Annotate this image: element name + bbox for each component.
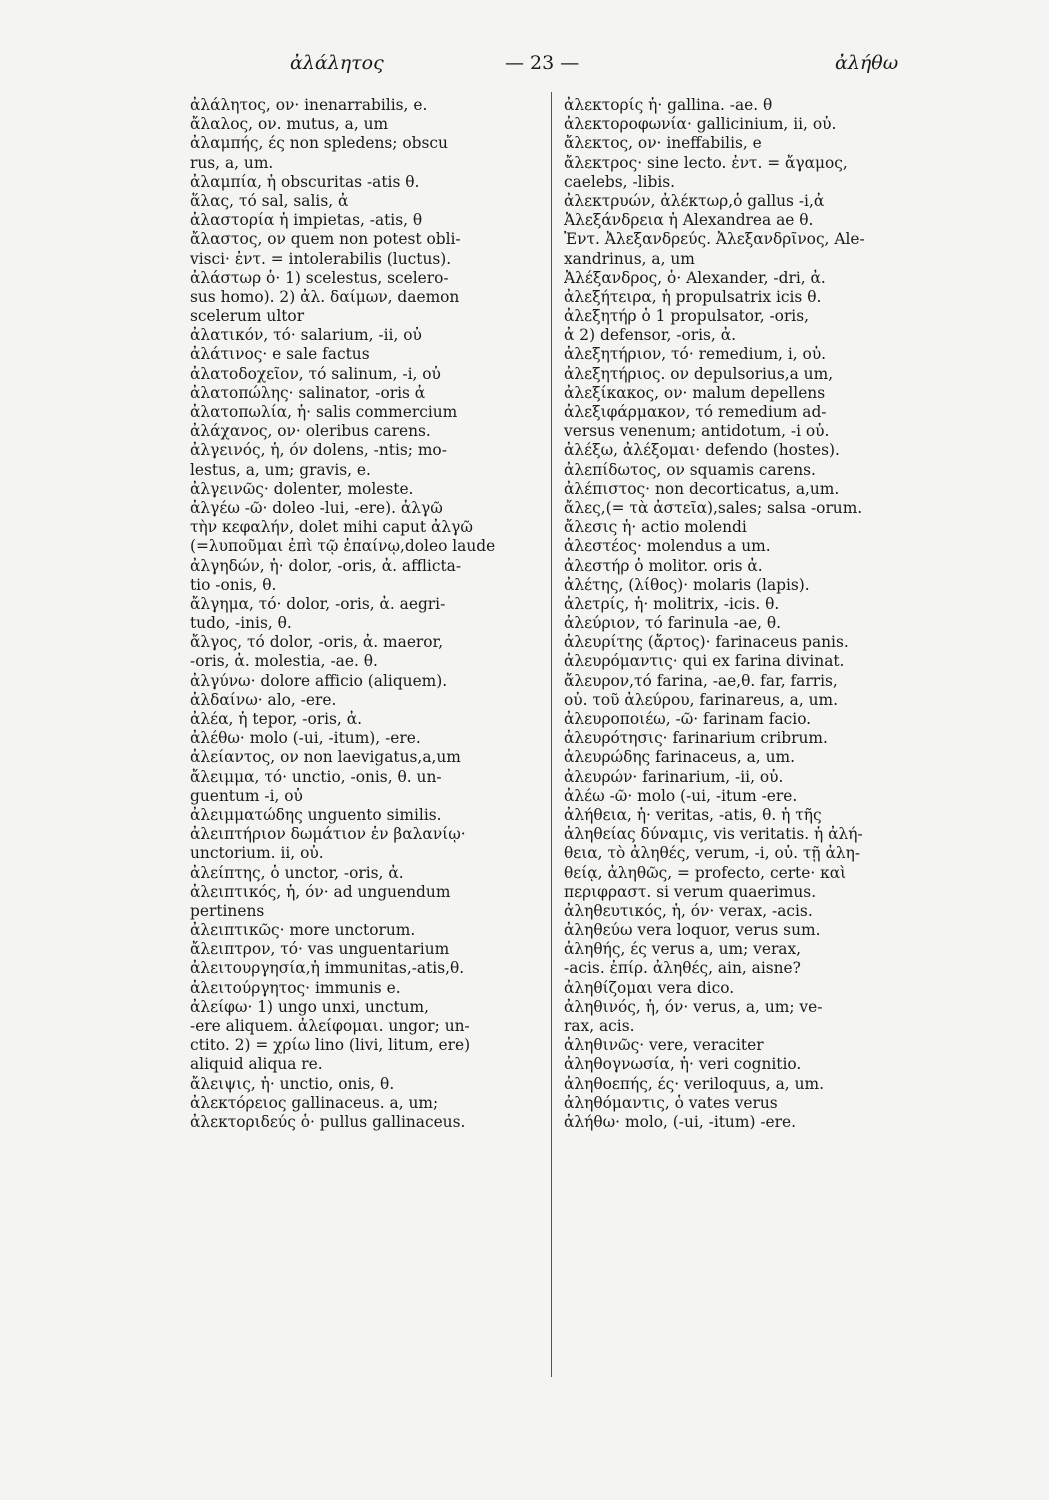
dictionary-line: rax, acis. — [564, 1017, 635, 1035]
dictionary-line: ἀλαμπία, ἡ obscuritas -atis θ. — [190, 172, 420, 191]
dictionary-line: ἀλευροποιέω, -ῶ· farinam facio. — [564, 710, 812, 728]
dictionary-line: ἀλέθω· molo (-ui, -itum), -ere. — [190, 729, 421, 748]
dictionary-line: ἀλεστήρ ὁ molitor. oris ἀ. — [564, 556, 763, 575]
dictionary-line: ἀλαστορία ἡ impietas, -atis, θ — [190, 211, 423, 230]
dictionary-line: -ere aliquem. ἀλείφομαι. ungor; un- — [190, 1017, 470, 1035]
dictionary-line: ἀλγεινός, ἡ, όν dolens, -ntis; mo- — [190, 441, 447, 460]
dictionary-line: ἀλειμματώδης unguento similis. — [190, 805, 442, 824]
dictionary-line: ἀ 2) defensor, -oris, ἀ. — [564, 326, 736, 345]
dictionary-line: τὴν κεφαλήν, dolet mihi caput ἀλγῶ — [190, 518, 473, 537]
right-column — [564, 96, 924, 1132]
dictionary-line: ἄλειψις, ἡ· unctio, onis, θ. — [190, 1074, 395, 1093]
dictionary-line: ἀλατοπωλία, ἡ· salis commercium — [190, 403, 458, 421]
dictionary-line: ἀλδαίνω· alo, -ere. — [190, 690, 337, 709]
dictionary-line: versus venenum; antidotum, -i οὐ. — [564, 422, 830, 441]
dictionary-line: ἄλεκτρος· sine lecto. ἐντ. = ἄγαμος, — [564, 153, 848, 172]
dictionary-line: ἀλγύνω· dolore afficio (aliquem). — [190, 671, 448, 690]
header-left-catchword: ἀλάλητος — [290, 52, 384, 74]
dictionary-line: ἀλευρότησις· farinarium cribrum. — [564, 729, 828, 748]
dictionary-line: ctito. 2) = χρίω lino (livi, litum, ere) — [190, 1036, 471, 1055]
dictionary-line: περιφραστ. si verum quaerimus. — [564, 882, 817, 901]
page-header — [0, 52, 1049, 82]
dictionary-line: ἀληθινῶς· vere, veraciter — [564, 1036, 764, 1055]
dictionary-line: ἀλάτινος· e sale factus — [190, 345, 370, 364]
dictionary-line: ἀλγέω -ῶ· doleo -lui, -ere). ἀλγῶ — [190, 498, 443, 517]
dictionary-line: οὐ. τοῦ ἀλεύρου, farinareus, a, um. — [564, 690, 839, 709]
dictionary-line: aliquid aliqua re. — [190, 1055, 323, 1074]
dictionary-line: ἀληθόμαντις, ὁ vates verus — [564, 1093, 778, 1112]
dictionary-line: rus, a, um. — [190, 153, 274, 172]
dictionary-line: ἀλέξω, ἀλέξομαι· defendo (hostes). — [564, 441, 840, 460]
dictionary-line: ἀληθοεπής, ές· veriloquus, a, um. — [564, 1074, 824, 1093]
dictionary-line: ἀλεξίκακος, ον· malum depellens — [564, 383, 826, 402]
dictionary-line: ἀλεύριον, τό farinula -ae, θ. — [564, 614, 782, 633]
dictionary-line: ἀλέπιστος· non decorticatus, a,um. — [564, 479, 840, 498]
dictionary-line: ἀλευρόμαντις· qui ex farina divinat. — [564, 652, 845, 671]
dictionary-line: ἀλείαντος, ον non laevigatus,a,um — [190, 748, 461, 767]
dictionary-line: ἀληθινός, ἡ, όν· verus, a, um; ve- — [564, 997, 823, 1016]
dictionary-line: ἀλεκτοριδεύς ὁ· pullus gallinaceus. — [190, 1112, 466, 1131]
dictionary-line: ἀλαμπής, ές non spledens; obscu — [190, 134, 448, 153]
dictionary-line: ἄλεσις ἡ· actio molendi — [564, 518, 747, 537]
dictionary-line: ἀλειπτικός, ἡ, όν· ad unguendum — [190, 882, 451, 901]
dictionary-line: xandrinus, a, um — [564, 249, 695, 268]
dictionary-line: ἀλέτης, (λίθος)· molaris (lapis). — [564, 575, 810, 594]
dictionary-line: sus homo). 2) ἀλ. δαίμων, daemon — [190, 287, 460, 306]
dictionary-line: ἀλεξητήρ ὁ 1 propulsator, -oris, — [564, 307, 810, 326]
dictionary-line: ἀλάστωρ ὁ· 1) scelestus, scelero- — [190, 268, 449, 287]
column-divider — [551, 92, 552, 1377]
dictionary-line: ἀλειτούργητος· immunis e. — [190, 978, 401, 997]
dictionary-line: -oris, ἀ. molestia, -ae. θ. — [190, 652, 378, 671]
dictionary-line: ἀλγεινῶς· dolenter, moleste. — [190, 479, 414, 498]
dictionary-line: ἀλάλητος, ον· inenarrabilis, e. — [190, 96, 428, 114]
dictionary-line: guentum -i, οὐ — [190, 786, 303, 805]
dictionary-line: ἀλεκτοροφωνία· gallicinium, ii, οὐ. — [564, 115, 837, 134]
dictionary-line: ἀλειπτικῶς· more unctorum. — [190, 921, 416, 940]
dictionary-line: ἀληθευτικός, ἡ, όν· verax, -acis. — [564, 901, 813, 920]
dictionary-line: unctorium. ii, οὐ. — [190, 844, 324, 863]
dictionary-line: ἄλευρον,τό farina, -ae,θ. far, farris, — [564, 671, 838, 690]
dictionary-line: ἀλεπίδωτος, ον squamis carens. — [564, 460, 816, 479]
dictionary-line: scelerum ultor — [190, 307, 305, 326]
header-right-catchword: ἀλήθω — [835, 52, 899, 74]
dictionary-line: ἀλευρών· farinarium, -ii, οὐ. — [564, 767, 784, 786]
dictionary-line: ἀλγηδών, ἡ· dolor, -oris, ἀ. afflicta- — [190, 556, 462, 575]
dictionary-line: ἀλατοδοχεῖον, τό salinum, -i, οὐ — [190, 364, 441, 383]
dictionary-line: ἀλέω -ῶ· molo (-ui, -itum -ere. — [564, 786, 798, 805]
dictionary-line: ἀλείπτης, ὁ unctor, -oris, ἀ. — [190, 863, 404, 882]
dictionary-line: ἀληθής, ές verus a, um; verax, — [564, 940, 802, 959]
dictionary-line: Ἀλέξανδρος, ὁ· Alexander, -dri, ἀ. — [564, 268, 826, 287]
dictionary-line: ἀλειτουργησία,ἡ immunitas,-atis,θ. — [190, 959, 465, 978]
page-number: — 23 — — [505, 52, 580, 74]
dictionary-line: ἀληθογνωσία, ἡ· veri cognitio. — [564, 1055, 802, 1074]
dictionary-line: θείᾳ, ἀληθῶς, = profecto, certe· καὶ — [564, 863, 847, 882]
dictionary-line: ἀλευρώδης farinaceus, a, um. — [564, 748, 795, 767]
dictionary-line: ἀλατοπώλης· salinator, -oris ἀ — [190, 383, 426, 402]
dictionary-line: ἄλειμμα, τό· unctio, -onis, θ. un- — [190, 767, 442, 786]
dictionary-line: ἀλεξιφάρμακον, τό remedium ad- — [564, 403, 827, 421]
dictionary-line: ἀλεξήτειρα, ἡ propulsatrix icis θ. — [564, 287, 822, 306]
dictionary-line: ἄλγημα, τό· dolor, -oris, ἀ. aegri- — [190, 594, 446, 613]
dictionary-line: (=λυποῦμαι ἐπὶ τῷ ἐπαίνῳ,doleo laude — [190, 537, 496, 556]
dictionary-line: ἀλεξητήριον, τό· remedium, i, οὐ. — [564, 345, 827, 364]
dictionary-line: ἀλεκτρυών, ἀλέκτωρ,ὁ gallus -i,ἀ — [564, 191, 825, 210]
dictionary-line: ἀληθίζομαι vera dico. — [564, 978, 735, 997]
dictionary-line: ἀλείφω· 1) ungo unxi, unctum, — [190, 997, 430, 1016]
dictionary-line: ἄλαλος, ον. mutus, a, um — [190, 115, 389, 134]
dictionary-line: ἀληθείας δύναμις, vis veritatis. ἡ ἀλή- — [564, 825, 863, 844]
dictionary-line: ἄλεκτος, ον· ineffabilis, e — [564, 134, 762, 153]
dictionary-line: ἀλατικόν, τό· salarium, -ii, οὐ — [190, 326, 422, 345]
dictionary-line: ἀλεκτορίς ἡ· gallina. -ae. θ — [564, 96, 773, 114]
dictionary-line: ἄλειπτρον, τό· vas unguentarium — [190, 940, 450, 959]
dictionary-line: ἀλήθω· molo, (-ui, -itum) -ere. — [564, 1112, 797, 1131]
dictionary-line: pertinens — [190, 901, 265, 920]
dictionary-line: Ἐντ. Ἀλεξανδρεύς. Ἀλεξανδρῖνος, Ale- — [564, 230, 865, 249]
dictionary-line: caelebs, -libis. — [564, 172, 676, 191]
dictionary-line: ἄλαστος, ον quem non potest obli- — [190, 230, 461, 249]
dictionary-line: ἀλετρίς, ἡ· molitrix, -icis. θ. — [564, 594, 780, 613]
left-column — [190, 96, 542, 1132]
dictionary-line: ἀλεξητήριος. ον depulsorius,a um, — [564, 364, 834, 383]
dictionary-line: -acis. ἐπίρ. ἀληθές, ain, aisne? — [564, 959, 801, 978]
dictionary-line: ἀληθεύω vera loquor, verus sum. — [564, 921, 821, 940]
dictionary-line: ἀλειπτήριον δωμάτιον ἐν βαλανίῳ· — [190, 825, 466, 844]
dictionary-line: visci· ἐντ. = intolerabilis (luctus). — [190, 249, 452, 268]
dictionary-line: θεια, τὸ ἀληθές, verum, -i, οὐ. τῇ ἀλη- — [564, 844, 861, 863]
dictionary-line: tudo, -inis, θ. — [190, 614, 292, 633]
dictionary-line: ἄλγος, τό dolor, -oris, ἀ. maeror, — [190, 633, 444, 652]
dictionary-line: lestus, a, um; gravis, e. — [190, 460, 371, 479]
dictionary-line: ἄλες,(= τὰ ἀστεῖα),sales; salsa -orum. — [564, 498, 863, 517]
dictionary-line: tio -onis, θ. — [190, 575, 277, 594]
dictionary-line: ἀλάχανος, ον· oleribus carens. — [190, 422, 431, 441]
dictionary-line: ἀλεκτόρειος gallinaceus. a, um; — [190, 1093, 439, 1112]
dictionary-line: ἀλήθεια, ἡ· veritas, -atis, θ. ἡ τῆς — [564, 805, 822, 824]
dictionary-line: ἀλέα, ἡ tepor, -oris, ἀ. — [190, 710, 362, 728]
dictionary-line: ἅλας, τό sal, salis, ἀ — [190, 191, 349, 210]
dictionary-line: ἀλεστέος· molendus a um. — [564, 537, 771, 556]
dictionary-line: Ἀλεξάνδρεια ἡ Alexandrea ae θ. — [564, 211, 814, 230]
dictionary-line: ἀλευρίτης (ἄρτος)· farinaceus panis. — [564, 633, 849, 652]
